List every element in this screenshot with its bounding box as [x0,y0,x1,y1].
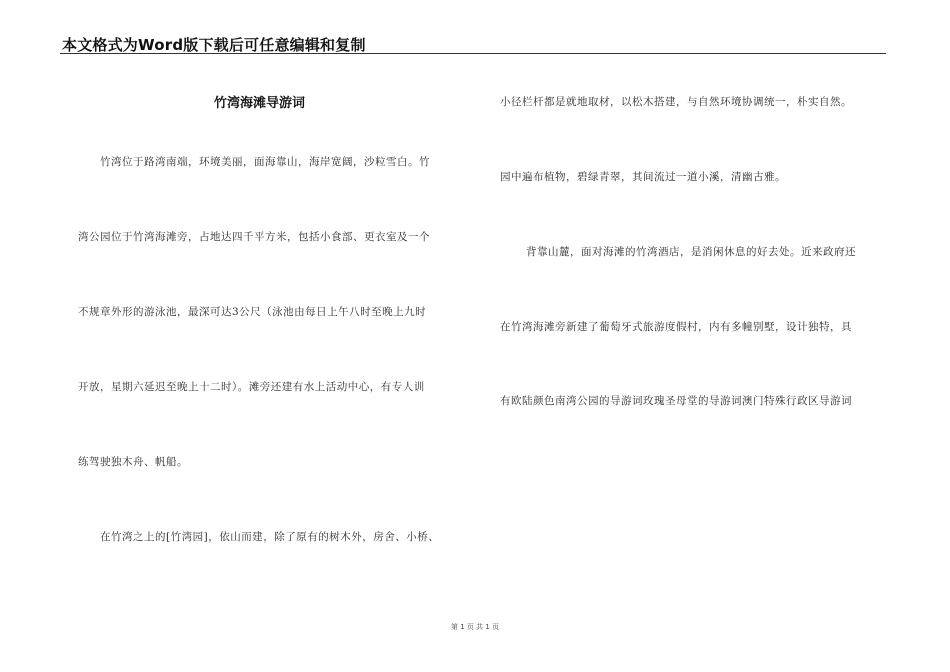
document-title: 竹湾海滩导游词 [214,96,306,111]
paragraph-line: 有欧陆颜色南湾公园的导游词玫瑰圣母堂的导游词澳门特殊行政区导游词 [500,395,852,407]
paragraph-line: 练驾驶独木舟、帆船。 [78,456,188,468]
header-divider [60,53,886,54]
page-number: 第 1 页 共 1 页 [450,623,500,631]
paragraph-line: 不规章外形的游泳池，最深可达3公尺（泳池由每日上午八时至晚上九时 [78,306,427,318]
paragraph-line: 园中遍布植物，碧绿青翠，其间流过一道小溪，清幽古雅。 [500,171,786,183]
paragraph-line: 在竹湾之上的[竹湾园]，依山而建，除了原有的树木外，房舍、小桥、 [100,531,440,543]
paragraph-line: 湾公园位于竹湾海滩旁，占地达四千平方米，包括小食部、更衣室及一个 [78,231,430,243]
paragraph-line: 开放，星期六延迟至晚上十二时）。滩旁还建有水上活动中心，有专人训 [78,381,425,393]
paragraph-line: 竹湾位于路湾南端，环境美丽，面海靠山，海岸宽阔，沙粒雪白。竹 [100,156,430,168]
paragraph-line: 在竹湾海滩旁新建了葡萄牙式旅游度假村，内有多幢别墅，设计独特，具 [500,321,852,333]
paragraph-line: 小径栏杆都是就地取材，以松木搭建，与自然环境协调统一，朴实自然。 [500,96,852,108]
paragraph-line: 背靠山麓，面对海滩的竹湾酒店，是消闲休息的好去处。近来政府还 [526,246,856,258]
page-header-note: 本文格式为Word版下载后可任意编辑和复制 [62,36,366,54]
